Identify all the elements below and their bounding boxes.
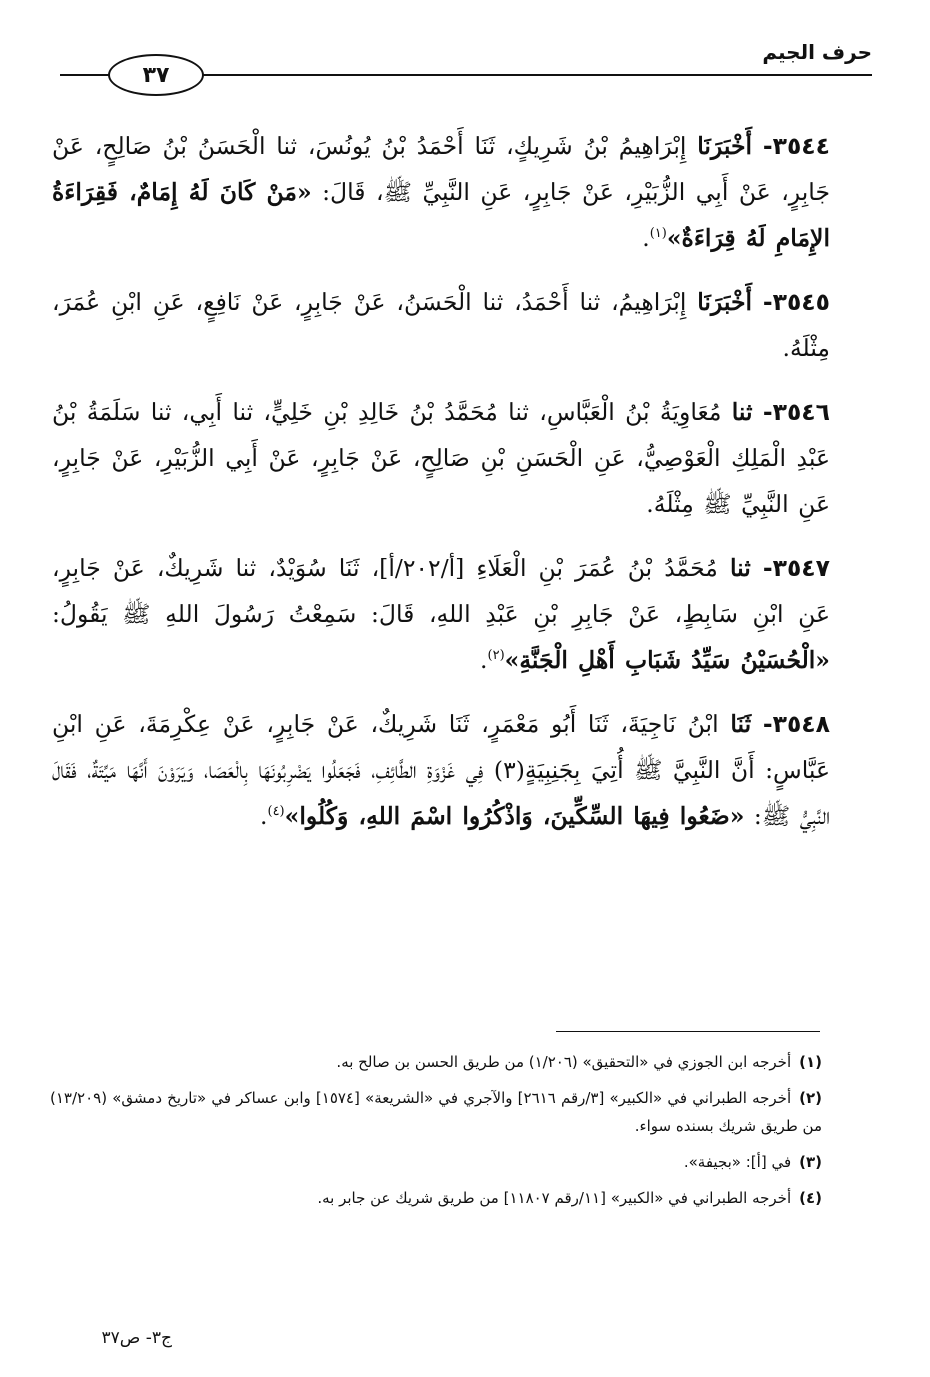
hadith-end: .	[480, 646, 488, 674]
hadith-intro: ثَنَا	[730, 710, 752, 738]
hadith-number: ٣٥٤٥-	[762, 288, 830, 316]
page-number: ٣٧	[142, 62, 170, 88]
footnote-number: (٣)	[799, 1153, 822, 1171]
hadith-text: مُحَمَّدُ بْنُ عُمَرَ بْنِ الْعَلَاءِ [أ/٢٠٢/أ]، ثَنَا سُوَيْدٌ، ثنا شَرِيكٌ، عَنْ جَابِرٍ، عَنِ ابْنِ سَابِطٍ، عَنْ جَابِرِ بْنِ عَبْدِ اللهِ، قَالَ: سَمِعْتُ رَسُولَ اللهِ ﷺ يَقُولُ:	[52, 554, 830, 628]
footnote-item	[50, 1148, 822, 1176]
volume-page-reference: ج٣- ص٣٧	[101, 1328, 172, 1348]
hadith-matn: «ضَعُوا فِيهَا السِّكِّينَ، وَاذْكُرُوا اسْمَ اللهِ، وَكُلُوا»	[284, 802, 745, 830]
hadith-number: ٣٥٤٦-	[762, 398, 830, 426]
footnote-rule	[556, 1031, 820, 1032]
hadith-text: إِبْرَاهِيمُ، ثنا أَحْمَدُ، ثنا الْحَسَنُ، عَنْ جَابِرٍ، عَنْ نَافِعٍ، عَنِ ابْنِ عُمَرَ، مِثْلَهُ.	[52, 288, 830, 362]
hadith-text: ابْنُ نَاجِيَةَ، ثَنَا أَبُو مَعْمَرٍ، ثَنَا شَرِيكٌ، عَنْ جَابِرٍ، عَنْ عِكْرِمَةَ، عَنِ ابْنِ عَبَّاسٍ: أَنَّ النَّبِيَّ ﷺ أُتِيَ بِجَنِبِيَةٍ(٣) فِي غَزْوَةِ الطَّائِفِ، فَجَعَلُوا يَضْرِبُونَهَا بِالْعَصَا، وَيَرَوْنَ أَنَّهَا مَيِّتَةٌ، فَقَالَ النَّبِيُّ ﷺ:	[52, 710, 830, 830]
footnote-text: أخرجه الطبراني في «الكبير» [٣/رقم ٢٦١٦] والآجري في «الشريعة» [١٥٧٤] وابن عساكر في «تاريخ دمشق» (١٣/٢٠٩) من طريق شريك بسنده سواء.	[50, 1089, 822, 1135]
footnote-text: أخرجه الطبراني في «الكبير» [١١/رقم ١١٨٠٧] من طريق شريك عن جابر به.	[317, 1189, 792, 1207]
hadith-number: ٣٥٤٤-	[762, 132, 830, 160]
hadith-intro: أَخْبَرَنَا	[697, 132, 753, 160]
hadith-matn: «الْحُسَيْنُ سَيِّدُ شَبَابِ أَهْلِ الْجَنَّةِ»	[504, 646, 830, 674]
hadith-item	[52, 545, 830, 683]
hadith-item	[52, 389, 830, 527]
hadith-intro: أَخْبَرَنَا	[697, 288, 753, 316]
hadith-end: .	[260, 802, 268, 830]
hadith-item	[52, 701, 830, 839]
footnote-number: (٢)	[799, 1089, 822, 1107]
hadith-intro: ثنا	[729, 554, 751, 582]
hadith-matn: «مَنْ كَانَ لَهُ إِمَامٌ، فَقِرَاءَةُ الإِمَامِ لَهُ قِرَاءَةٌ»	[52, 178, 830, 252]
footnote-text: في [أ]: «بجيفة».	[683, 1153, 792, 1171]
page-number-badge	[108, 54, 204, 96]
footnote-number: (٤)	[799, 1189, 822, 1207]
footnote-item	[50, 1084, 822, 1140]
hadith-number: ٣٥٤٧-	[762, 554, 830, 582]
footnote-ref: (١)	[649, 226, 667, 242]
footnote-text: أخرجه ابن الجوزي في «التحقيق» (١/٢٠٦) من طريق الحسن بن صالح به.	[336, 1053, 792, 1071]
footnote-ref: (٤)	[267, 804, 285, 820]
hadith-intro: ثنا	[731, 398, 753, 426]
hadith-list	[52, 123, 830, 857]
footnote-number: (١)	[799, 1053, 822, 1071]
hadith-text: إِبْرَاهِيمُ بْنُ شَرِيكٍ، ثَنَا أَحْمَدُ بْنُ يُونُسَ، ثنا الْحَسَنُ بْنُ صَالِحٍ، عَنْ جَابِرٍ، عَنْ أَبِي الزُّبَيْرِ، عَنْ جَابِرٍ، عَنِ النَّبِيِّ ﷺ، قَالَ:	[52, 132, 830, 206]
hadith-text: مُعَاوِيَةُ بْنُ الْعَبَّاسِ، ثنا مُحَمَّدُ بْنُ خَالِدِ بْنِ خَلِيٍّ، ثنا أَبِي، ثنا سَلَمَةُ بْنُ عَبْدِ الْمَلِكِ الْعَوْصِيُّ، عَنِ الْحَسَنِ بْنِ صَالِحٍ، عَنْ جَابِرٍ، عَنْ أَبِي الزُّبَيْرِ، عَنْ جَابِرٍ، عَنِ النَّبِيِّ ﷺ مِثْلَهُ.	[52, 398, 830, 518]
hadith-item	[52, 279, 830, 371]
footnote-item	[50, 1184, 822, 1212]
hadith-number: ٣٥٤٨-	[762, 710, 830, 738]
footnote-ref: (٢)	[487, 648, 505, 664]
footnotes	[50, 1048, 822, 1220]
hadith-end: .	[642, 224, 650, 252]
chapter-title: حرف الجيم	[762, 40, 872, 64]
hadith-item	[52, 123, 830, 261]
footnote-item	[50, 1048, 822, 1076]
